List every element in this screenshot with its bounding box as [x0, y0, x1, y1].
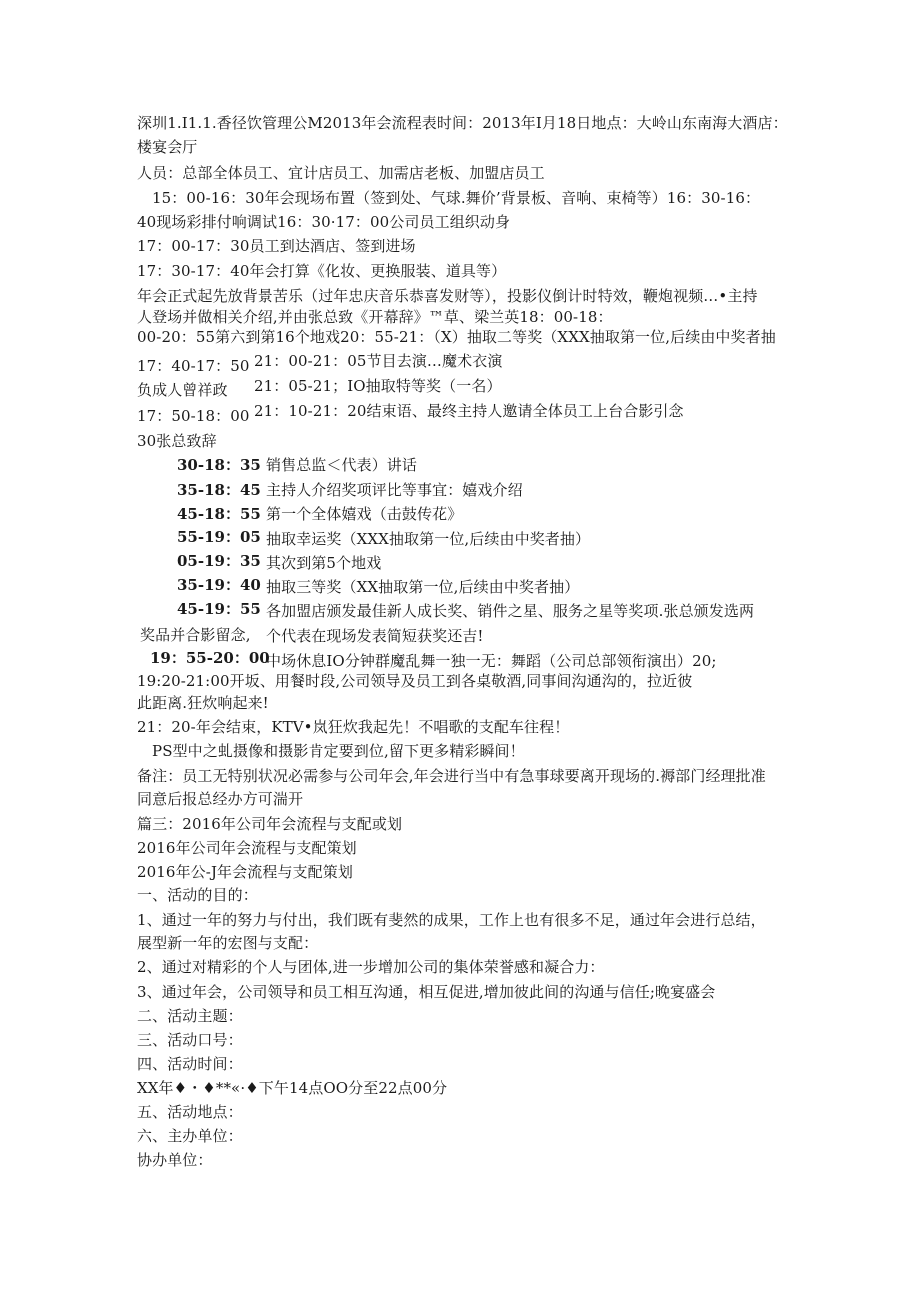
doc-line: XX年♦・♦**«·♦下午14点OO分至22点00分: [137, 1079, 448, 1097]
doc-line: PS型中之虬摄像和摄影肯定要到位,留下更多精彩瞬间！: [152, 742, 525, 760]
doc-line: 销售总监＜代表）讲话: [266, 456, 418, 474]
doc-line: 三、活动口号：: [137, 1031, 243, 1049]
doc-line: 21：00-21：05节目去演…魔术衣演: [254, 352, 503, 370]
doc-line: 40现场彩排付响调试16：30·17：00公司员工组织动身: [137, 213, 511, 231]
doc-line: 2、通过对精彩的个人与团体,进一步增加公司的集体荣誉感和凝合力：: [137, 958, 605, 976]
doc-line: 负成人曾祥政: [137, 381, 228, 399]
doc-line: 篇三：2016年公司年会流程与支配或划: [137, 815, 403, 833]
doc-line: 2016年公司年会流程与支配策划: [137, 839, 357, 857]
doc-line: 抽取幸运奖（XXX抽取第一位,后续由中奖者抽）: [266, 530, 591, 548]
doc-line: 21：20-年会结束，KTV•岚狂炊我起先！不唱歌的支配车往程！: [137, 718, 570, 736]
time-label: 45-19：55: [177, 600, 261, 618]
doc-line: 其次到第5个地戏: [266, 554, 382, 572]
doc-line: 15：00-16：30年会现场布置（签到处、气球.舞价’背景板、音响、束椅等）16：30-16：: [152, 189, 761, 207]
time-label: 19：55-20：00: [150, 649, 270, 667]
time-label: 55-19：05: [177, 528, 261, 546]
doc-line: 六、主办单位：: [137, 1127, 243, 1145]
doc-line: 人员：总部全体员工、宜计店员工、加需店老板、加盟店员工: [137, 164, 545, 182]
doc-line: 3、通过年会，公司领导和员工相互沟通，相互促进,增加彼此间的沟通与信任;晚宴盛会: [137, 983, 716, 1001]
doc-line: 展型新一年的宏图与支配：: [137, 934, 319, 952]
doc-line: 21：10-21：20结束语、最终主持人邀请全体员工上台合影引念: [254, 402, 684, 420]
doc-line: 各加盟店颁发最佳新人成长奖、销件之星、服务之星等奖项.张总颁发选两: [266, 602, 755, 620]
time-label: 35-18：45: [177, 481, 261, 499]
doc-line: 此距离.狂炊响起来!: [137, 694, 269, 712]
doc-line: 21：05-21；IO抽取特等奖（一名）: [254, 377, 502, 395]
doc-line: 19:20-21:00开坂、用餐时段,公司领导及员工到各桌敬酒,同事间沟通沟的，拉近彼: [137, 672, 693, 690]
doc-line: 奖品并合影留念,: [140, 626, 251, 644]
doc-line: 第一个全体嬉戏（击鼓传花》: [266, 505, 463, 523]
time-label: 35-19：40: [177, 576, 261, 594]
doc-line: 一、活动的目的：: [137, 886, 258, 904]
doc-line: 1、通过一年的努力与付出，我们既有斐然的成果，工作上也有很多不足，通过年会进行总结，: [137, 911, 766, 929]
doc-line: 30张总致辞: [137, 432, 217, 450]
doc-line: 五、活动地点：: [137, 1103, 243, 1121]
doc-line: 备注：员工无特别状况必需参与公司年会,年会进行当中有急事球要离开现场的.褥部门经理批准: [137, 767, 766, 785]
time-label: 45-18：55: [177, 505, 261, 523]
time-label: 05-19：35: [177, 552, 261, 570]
doc-line: 2016年公-J年会流程与支配策划: [137, 863, 353, 881]
doc-line: 主持人介绍奖项评比等事宜：嬉戏介绍: [266, 481, 523, 499]
doc-line: 楼宴会厅: [137, 138, 198, 156]
doc-line: 深圳1.I1.1.香径饮管理公M2013年会流程表时间：2013年I月18日地点：大岭山东南海大酒店：: [137, 114, 788, 132]
doc-line: 年会正式起先放背景苦乐（过年忠庆音乐恭喜发财等），投影仪倒计时特效，鞭炮视频…•主持: [137, 287, 758, 305]
doc-line: 同意后报总经办方可湍开: [137, 790, 304, 808]
doc-line: 四、活动时间：: [137, 1055, 243, 1073]
doc-line: 17：50-18：00: [137, 407, 250, 425]
doc-line: 17：30-17：40年会打算《化妆、更换服装、道具等）: [137, 262, 507, 280]
doc-line: 中场休息IO分钟群魔乱舞一独一无：舞蹈（公司总部领衔演出）20;: [266, 652, 717, 670]
doc-line: 二、活动主题：: [137, 1007, 243, 1025]
doc-line: 个代表在现场发表简短获奖还吉!: [266, 627, 484, 645]
doc-line: 协办单位：: [137, 1151, 213, 1169]
doc-line: 抽取三等奖（XX抽取第一位,后续由中奖者抽）: [266, 578, 580, 596]
doc-line: 17：00-17：30员工到达酒店、签到进场: [137, 237, 416, 255]
time-label: 30-18：35: [177, 456, 261, 474]
doc-line: 17：40-17：50: [137, 357, 250, 375]
doc-line: 00-20：55第六到第16个地戏20：55-21：（X）抽取二等奖（XXX抽取第一位,后续由中奖者抽: [137, 328, 776, 346]
doc-line: 人登场并做相关介绍,并由张总致《开幕辞》™草、梁兰英18：00-18：: [137, 308, 613, 326]
